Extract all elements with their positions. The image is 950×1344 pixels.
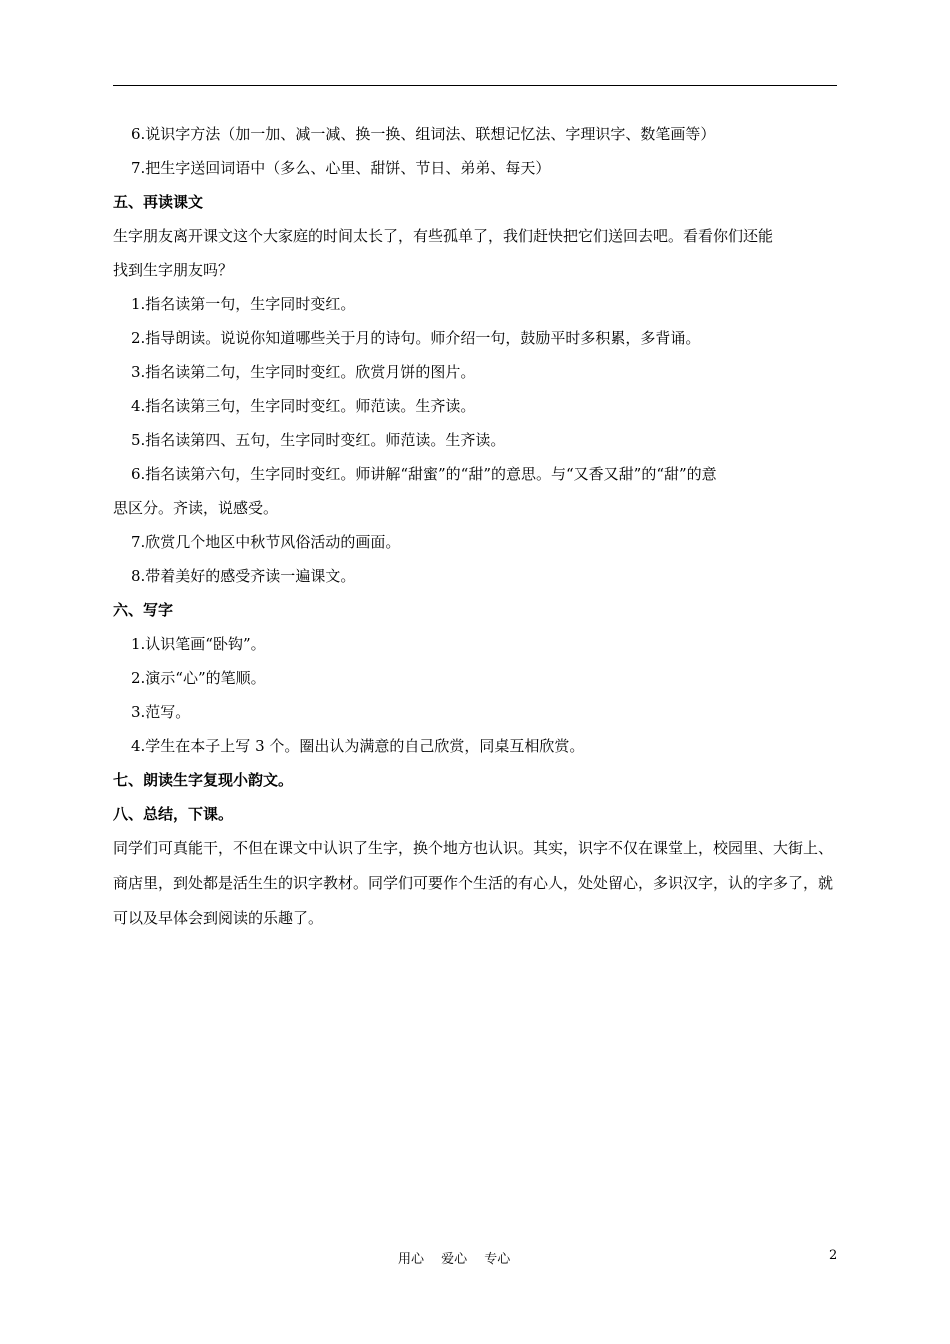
list-item: 6.说识字方法（加一加、减一减、换一换、组词法、联想记忆法、字理识字、数笔画等）: [131, 125, 716, 143]
section-heading: 六、写字: [113, 601, 174, 619]
list-item: 2.指导朗读。说说你知道哪些关于月的诗句。师介绍一句，鼓励平时多积累，多背诵。: [131, 329, 701, 347]
header-rule: [113, 85, 837, 86]
list-item: 6.指名读第六句，生字同时变红。师讲解“甜蜜”的“甜”的意思。与“又香又甜”的“甜”的意: [131, 465, 717, 483]
paragraph-line: 思区分。齐读，说感受。: [113, 499, 279, 517]
list-item: 3.范写。: [131, 703, 191, 721]
paragraph-line: 生字朋友离开课文这个大家庭的时间太长了，有些孤单了，我们赶快把它们送回去吧。看看你们还能: [113, 227, 774, 245]
list-item: 5.指名读第四、五句，生字同时变红。师范读。生齐读。: [131, 431, 506, 449]
list-item: 7.把生字送回词语中（多么、心里、甜饼、节日、弟弟、每天）: [131, 159, 551, 177]
section-heading: 七、朗读生字复现小韵文。: [113, 771, 294, 789]
closing-paragraph: 同学们可真能干，不但在课文中认识了生字，换个地方也认识。其实，识字不仅在课堂上，校园里、大街上、商店里，到处都是活生生的识字教材。同学们可要作个生活的有心人，处处留心，多识汉字，认的字多了，就可以及早体会到阅读的乐趣了。: [113, 839, 834, 927]
document-body: [113, 117, 840, 936]
list-item: 1.指名读第一句，生字同时变红。: [131, 295, 356, 313]
page-number: 2: [829, 1248, 838, 1263]
footer-motto: 用心 爱心 专心: [398, 1252, 511, 1267]
list-item: 4.指名读第三句，生字同时变红。师范读。生齐读。: [131, 397, 476, 415]
section-heading: 八、总结，下课。: [113, 805, 234, 823]
page-footer: [0, 1248, 950, 1268]
list-item: 7.欣赏几个地区中秋节风俗活动的画面。: [131, 533, 401, 551]
list-item: 2.演示“心”的笔顺。: [131, 669, 266, 687]
list-item: 1.认识笔画“卧钩”。: [131, 635, 266, 653]
list-item: 3.指名读第二句，生字同时变红。欣赏月饼的图片。: [131, 363, 476, 381]
paragraph-line: 找到生字朋友吗？: [113, 261, 234, 279]
section-heading: 五、再读课文: [113, 193, 204, 211]
list-item: 8.带着美好的感受齐读一遍课文。: [131, 567, 356, 585]
list-item: 4.学生在本子上写 3 个。圈出认为满意的自己欣赏，同桌互相欣赏。: [131, 737, 585, 755]
